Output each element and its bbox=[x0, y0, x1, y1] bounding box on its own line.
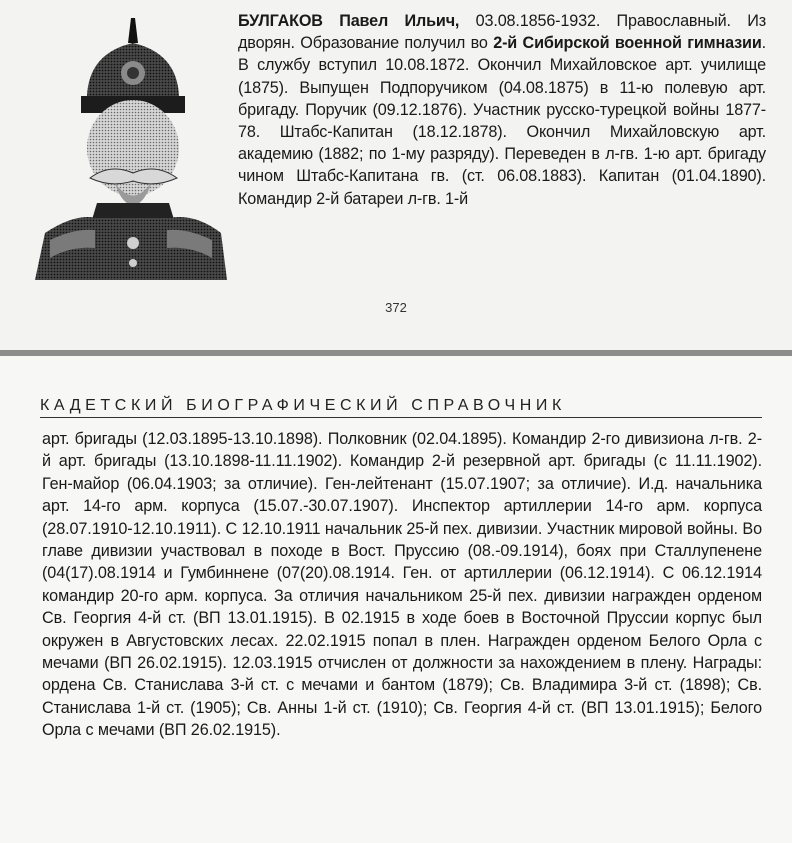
bio-name: БУЛГАКОВ Павел Ильич, bbox=[238, 12, 460, 30]
portrait-image bbox=[35, 18, 227, 280]
biography-text-bottom: арт. бригады (12.03.1895-13.10.1898). Полковник (02.04.1895). Командир 2-го дивизиона л-гв. 2-й арт. бригады (13.10.1898-11.11.1902). Командир 2-й резервной арт. бригады (с 11.11.1902). Ген-майор (06.04.1903; за отличие). Ген-лейтенант (15.07.1907; за отличие). И.д. начальника арт. 14-го арм. корпуса (15.07.-30.07.1907). Инспектор артиллерии 14-го арм. корпуса (28.07.1910-12.10.1911). С 12.10.1911 начальник 25-й пех. дивизии. Участник мировой войны. Во главе дивизии участвовал в походе в Вост. Пруссию (08.-09.1914), боях при Сталлупенене (04(17).08.1914 и Гумбиннене (07(20).08.1914. Ген. от артиллерии (06.12.1914). С 06.12.1914 командир 20-го арм. корпуса. За отличия начальником 25-й пех. дивизии награжден орденом Св. Георгия 4-й ст. (ВП 13.01.1915). В 02.1915 в ходе боев в Восточной Пруссии корпус был окружен в Августовских лесах. 22.02.1915 попал в плен. Награжден орденом Белого Орла с мечами (ВП 26.02.1915). 12.03.1915 отчислен от должности за нахождением в плену. Награды: ордена Св. Станислава 3-й ст. с мечами и бантом (1879); Св. Владимира 3-й ст. (1898); Св. Станислава 1-й ст. (1905); Св. Анны 1-й ст. (1910); Св. Георгия 4-й ст. (ВП 13.01.1915); Белого Орла с мечами (ВП 26.02.1915). bbox=[42, 430, 762, 740]
running-head: КАДЕТСКИЙ БИОГРАФИЧЕСКИЙ СПРАВОЧНИК bbox=[40, 397, 566, 414]
bio-intro: 03.08.1856-1932. Православный. Из дворян. Образование получил во bbox=[238, 12, 766, 53]
page-number: 372 bbox=[385, 300, 407, 315]
bio-continuation: . В службу вступил 10.08.1872. Окончил Михайловское арт. училище (1875). Выпущен Подпоручиком (04.08.1875) в 11-ю полевую арт. бригаду. Поручик (09.12.1876). Участник русско-турецкой войны 1877-78. Штабс-Капитан (18.12.1878). Окончил Михайловскую арт. академию (1882; по 1-му разряду). Переведен в л-гв. 1-ю арт. бригаду чином Штабс-Капитана гв. (ст. 06.08.1883). Капитан (01.04.1890). Командир 2-й батареи л-гв. 1-й bbox=[238, 34, 767, 208]
bio-school: 2-й Сибирской военной гимназии bbox=[493, 34, 762, 53]
biography-text-top bbox=[238, 10, 766, 210]
running-head-rule bbox=[40, 417, 762, 418]
